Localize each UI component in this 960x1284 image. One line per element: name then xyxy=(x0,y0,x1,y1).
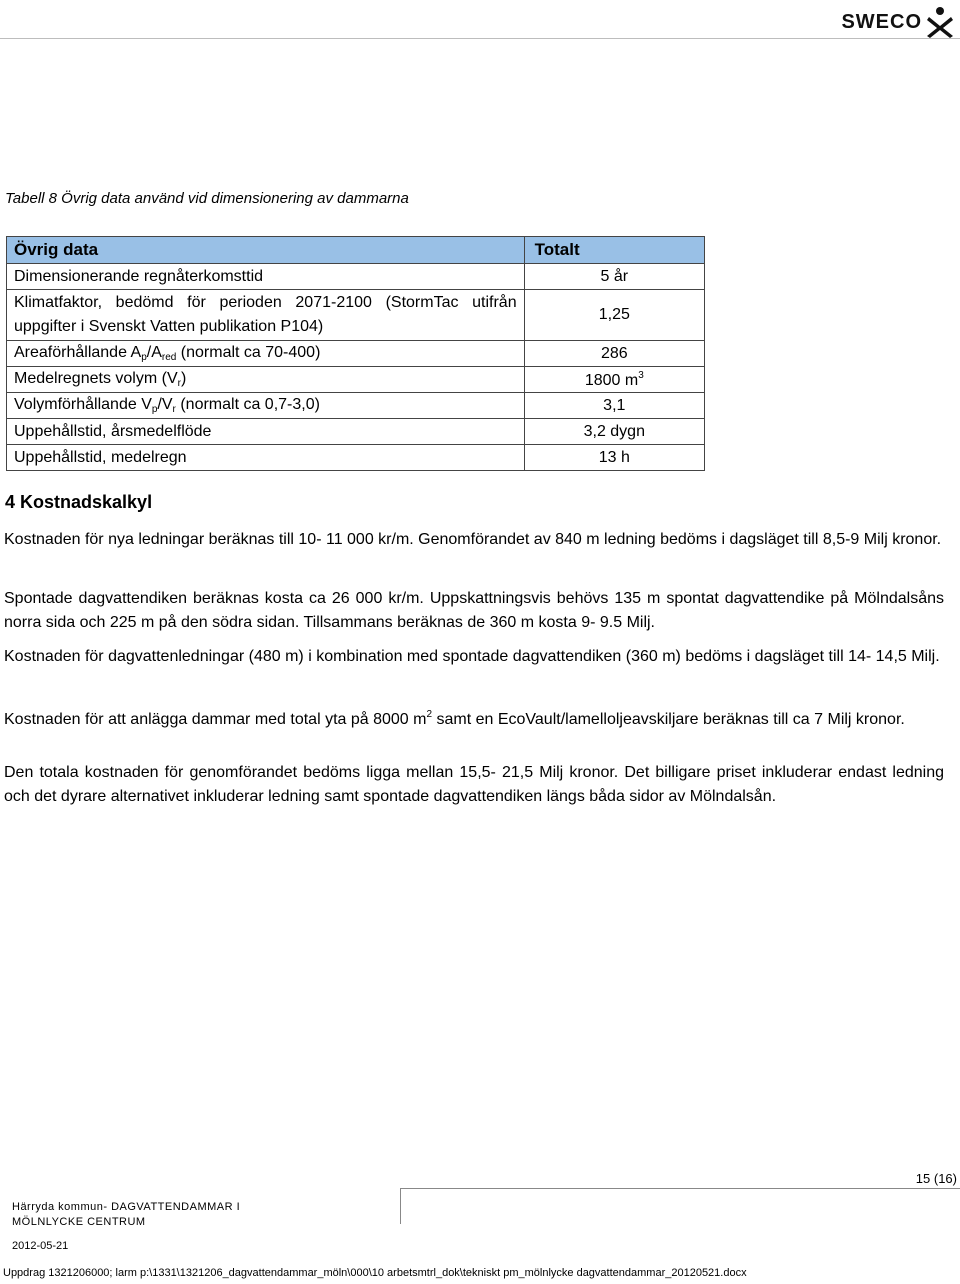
dimension-data-table xyxy=(6,236,705,471)
table-row xyxy=(7,367,705,393)
row-value: 1,25 xyxy=(524,290,704,341)
paragraph: Den totala kostnaden för genomförandet bedöms ligga mellan 15,5- 21,5 Milj kronor. Det billigare priset inkluderar endast ledning och det dyrare alternativet inkluderar ledning samt spontade dagvattendiken längs båda sidor av Mölndalsån. xyxy=(4,764,944,805)
logo-text: SWECO xyxy=(841,10,922,33)
table-header-row xyxy=(7,237,705,264)
sweco-mark-icon xyxy=(926,6,954,38)
row-value: 1800 $m^3$ xyxy=(524,367,704,393)
footer-date: 2012-05-21 xyxy=(12,1240,69,1252)
table-caption: Tabell 8 Övrig data använd vid dimensionering av dammarna xyxy=(5,190,409,207)
table-row xyxy=(7,290,705,341)
row-label: Klimatfaktor, bedömd för perioden 2071-2100 (StormTac utifrån uppgifter i Svenskt Vatten publikation P104) xyxy=(7,290,525,341)
paragraph: Spontade dagvattendiken beräknas kosta ca 26 000 kr/m. Uppskattningsvis behövs 135 m spontat dagvattendike på Mölndalsåns norra sida och 225 m på den södra sidan. Tillsammans beräknas de 360 m kosta 9- 9.5 Milj. xyxy=(4,590,944,631)
row-label: Dimensionerande regnåterkomsttid xyxy=(7,264,525,290)
paragraph: Kostnaden för att anlägga dammar med total yta på 8000 $m^2$ samt en EcoVault/lamelloljeavskiljare beräknas till ca 7 Milj kronor. xyxy=(4,709,905,728)
footer-file-path: Uppdrag 1321206000; larm p:\1331\1321206_dagvattendammar_möln\000\10 arbetsmtrl_dok\tekniskt pm_mölnlycke dagvattendammar_20120521.docx xyxy=(3,1267,747,1279)
table-row xyxy=(7,393,705,419)
row-value: 3,2 dygn xyxy=(524,419,704,445)
paragraph: Kostnaden för dagvattenledningar (480 m) i kombination med spontade dagvattendiken (360 m) bedöms i dagsläget till 14- 14,5 Milj. xyxy=(4,648,940,665)
table-row xyxy=(7,264,705,290)
company-logo xyxy=(841,4,954,40)
row-value: 5 år xyxy=(524,264,704,290)
row-value: 3,1 xyxy=(524,393,704,419)
table-row xyxy=(7,445,705,471)
page-number: 15 (16) xyxy=(915,1171,957,1186)
row-value: 286 xyxy=(524,341,704,367)
row-label: Medelregnets volym $(V_r)$ xyxy=(7,367,525,393)
row-label: Uppehållstid, årsmedelflöde xyxy=(7,419,525,445)
table-row xyxy=(7,341,705,367)
section-heading: 4 Kostnadskalkyl xyxy=(5,492,153,512)
header-rule xyxy=(0,38,960,39)
column-header: Totalt xyxy=(524,237,704,264)
footer-divider xyxy=(400,1188,401,1224)
footer-rule xyxy=(400,1188,960,1189)
footer-client: Härryda kommun- DAGVATTENDAMMAR I MÖLNLYCKE CENTRUM xyxy=(12,1201,241,1228)
paragraph: Kostnaden för nya ledningar beräknas till 10- 11 000 kr/m. Genomförandet av 840 m ledning bedöms i dagsläget till 8,5-9 Milj kronor. xyxy=(4,531,942,548)
row-label: Volymförhållande $V_p/V_r$ (normalt ca 0,7-3,0) xyxy=(7,393,525,419)
row-label: Uppehållstid, medelregn xyxy=(7,445,525,471)
column-header: Övrig data xyxy=(7,237,525,264)
table-row xyxy=(7,419,705,445)
row-value: 13 h xyxy=(524,445,704,471)
row-label: Areaförhållande $A_p/A_{red}$ (normalt ca 70-400) xyxy=(7,341,525,367)
